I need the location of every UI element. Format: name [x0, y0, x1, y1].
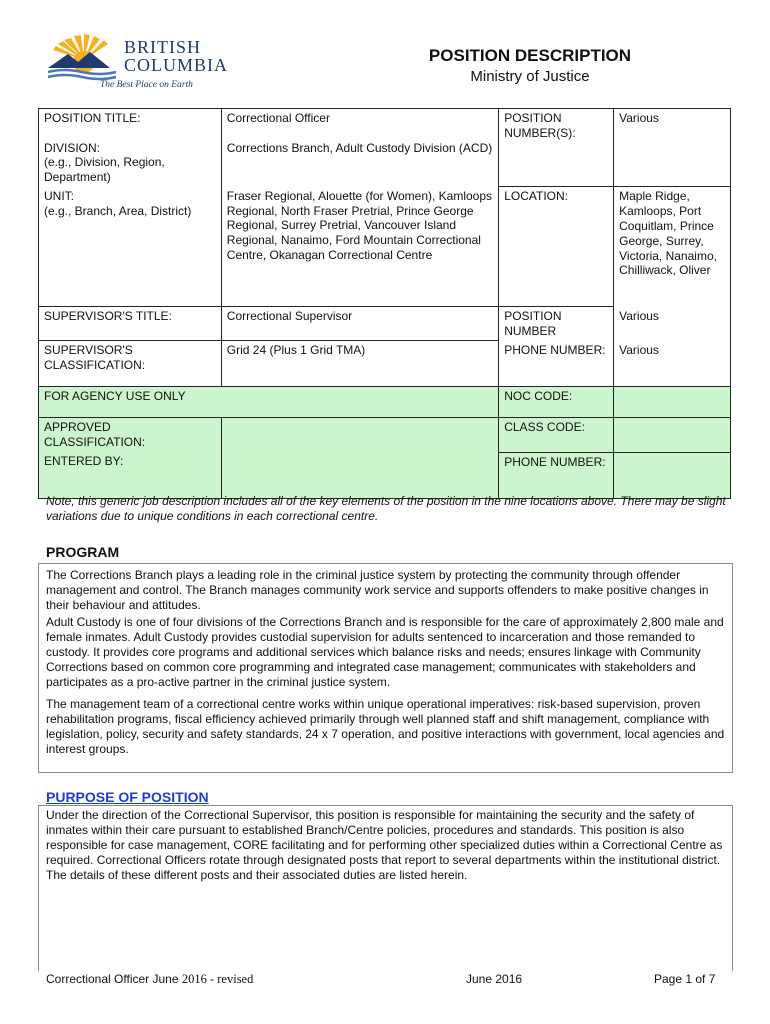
- supervisor-title-value: Correctional Supervisor: [221, 307, 498, 341]
- logo-line-1: BRITISH: [124, 37, 202, 57]
- unit-label: UNIT: (e.g., Branch, Area, District): [39, 187, 222, 307]
- approved-class-label: APPROVED CLASSIFICATION:: [39, 418, 222, 452]
- class-code-value: [614, 418, 731, 452]
- supervisor-class-value: Grid 24 (Plus 1 Grid TMA): [221, 341, 498, 387]
- footer-left: [46, 972, 253, 987]
- location-value: Maple Ridge, Kamloops, Port Coquitlam, Prince George, Surrey, Victoria, Nanaimo, Chilliwack, Oliver: [614, 187, 731, 307]
- supervisor-title-label: SUPERVISOR'S TITLE:: [39, 307, 222, 341]
- note-text: Note, this generic job description includes all of the key elements of the position in the nine locations above. There may be slight variations due to unique conditions in each correctional centre.: [46, 494, 726, 523]
- position-number-label: POSITION NUMBER: [499, 307, 614, 341]
- sun-mountain-icon: [44, 34, 124, 82]
- agency-use-label: FOR AGENCY USE ONLY: [39, 387, 499, 418]
- class-code-label: CLASS CODE:: [499, 418, 614, 452]
- position-title-value: Correctional Officer: [221, 109, 498, 139]
- position-number-value: Various: [614, 307, 731, 341]
- logo-line-2: COLUMBIA: [124, 55, 229, 75]
- program-paragraph-3: The management team of a correctional centre works within unique operational imperatives: risk-based supervision, proven rehabilitation programs, fiscal efficiency achieved primarily through well planned staff and shift management, compliance with legislation, policy, security and safety standards, 24 x 7 operation, and positive interactions with government, local agencies and interest groups.: [46, 697, 725, 756]
- program-paragraph-1: The Corrections Branch plays a leading role in the criminal justice system by protecting the community through offender management and control. The Branch manages community work service and supports offenders to make positive changes in their behaviour and attitudes.: [46, 568, 709, 612]
- position-numbers-label: POSITION NUMBER(S):: [499, 109, 614, 187]
- position-info-table: [38, 108, 731, 499]
- noc-code-value: [614, 387, 731, 418]
- footer-center: June 2016: [466, 972, 523, 986]
- noc-code-label: NOC CODE:: [499, 387, 614, 418]
- purpose-paragraph-1: Under the direction of the Correctional Supervisor, this position is responsible for maintaining the security and the safety of inmates within their care pursuant to established Branch/Centre policies, procedures and standards. This position is also responsible for case management, CORE facilitating and for performing other specialized duties within a Correctional Centre as required. Correctional Officers rotate through designated posts that report to several departments within the institutional district. The details of these different posts and their associated duties are listed herein.: [46, 808, 723, 882]
- document-subtitle: Ministry of Justice: [470, 68, 590, 85]
- bc-logo: [44, 34, 229, 96]
- footer-left-suffix: 2016 - revised: [181, 972, 254, 986]
- document-title: POSITION DESCRIPTION: [428, 46, 632, 65]
- footer-left-prefix: Correctional Officer June: [46, 972, 182, 986]
- phone-label: PHONE NUMBER:: [499, 341, 614, 387]
- unit-value: Fraser Regional, Alouette (for Women), Kamloops Regional, North Fraser Pretrial, Prince George Regional, Surrey Pretrial, Vancouver Island Regional, Nanaimo, Ford Mountain Correctional Centre, Okanagan Correctional Centre: [221, 187, 498, 307]
- program-heading: PROGRAM: [46, 544, 120, 560]
- entered-by-label: ENTERED BY:: [39, 452, 222, 498]
- purpose-heading[interactable]: PURPOSE OF POSITION: [46, 789, 209, 805]
- page-number: Page 1 of 7: [654, 972, 716, 986]
- program-paragraph-2: Adult Custody is one of four divisions of the Corrections Branch and is responsible for the care of approximately 2,800 male and female inmates. Adult Custody provides custodial supervision for adults sentenced to incarceration and those remanded to custody. It provides core programs and additional services which balance risks and needs; ensures linkage with Community Corrections based on common core programming and integrated case management; communicates with stakeholders and participates as a pro-active partner in the criminal justice system.: [46, 615, 724, 689]
- agency-phone-value: [614, 452, 731, 498]
- approved-class-value: [221, 418, 498, 498]
- position-numbers-value: Various: [614, 109, 731, 187]
- location-label: LOCATION:: [499, 187, 614, 307]
- phone-value: Various: [614, 341, 731, 387]
- division-label: DIVISION: (e.g., Division, Region, Department): [39, 139, 222, 187]
- supervisor-class-label: SUPERVISOR'S CLASSIFICATION:: [39, 341, 222, 387]
- position-title-label: POSITION TITLE:: [39, 109, 222, 139]
- logo-tagline: The Best Place on Earth: [100, 80, 193, 90]
- division-value: Corrections Branch, Adult Custody Division (ACD): [221, 139, 498, 187]
- agency-phone-label: PHONE NUMBER:: [499, 452, 614, 498]
